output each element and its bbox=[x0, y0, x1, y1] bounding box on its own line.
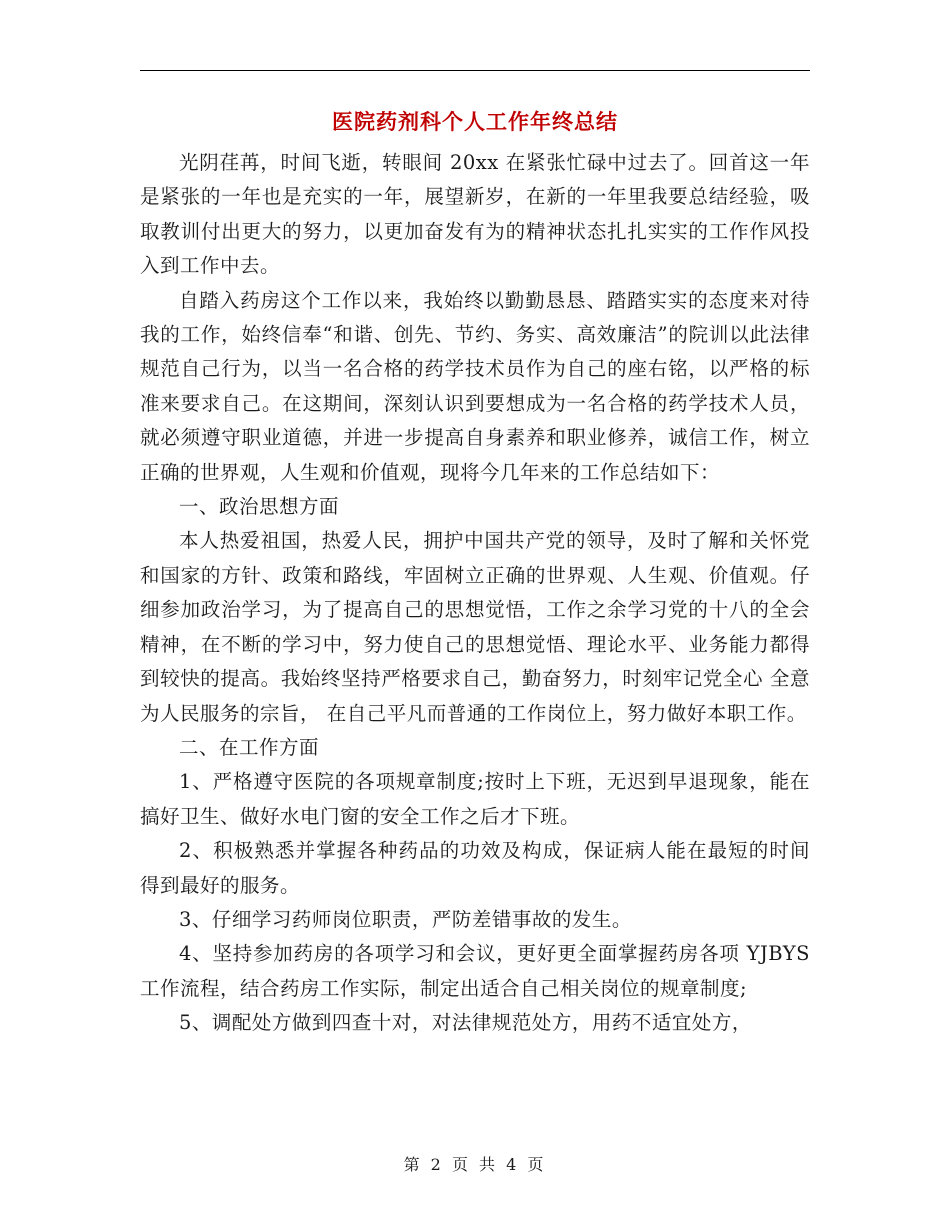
footer-suffix: 页 bbox=[527, 1155, 547, 1174]
list-item-2: 2、积极熟悉并掌握各种药品的功效及构成，保证病人能在最短的时间得到最好的服务。 bbox=[140, 839, 810, 897]
list-item-4: 4、坚持参加药房的各项学习和会议，更好更全面掌握药房各项 YJBYS 工作流程，结合药房工作实际，制定出适合自己相关岗位的规章制度; bbox=[140, 942, 810, 1000]
list-item-1: 1、严格遵守医院的各项规章制度;按时上下班，无迟到早退现象，能在搞好卫生、做好水电门窗的安全工作之后才下班。 bbox=[140, 770, 810, 828]
document-body bbox=[140, 146, 810, 1041]
footer-mid: 页 共 bbox=[451, 1155, 499, 1174]
footer-total-pages: 4 bbox=[506, 1155, 520, 1174]
paragraph-overview: 自踏入药房这个工作以来，我始终以勤勤恳恳、踏踏实实的态度来对待我的工作，始终信奉“和谐、创先、节约、务实、高效廉洁”的院训以此法律规范自己行为，以当一名合格的药学技术员作为自己的座右铭，以严格的标准来要求自己。在这期间，深刻认识到要想成为一名合格的药学技术人员，就必须遵守职业道德，并进一步提高自身素养和职业修养，诚信工作，树立正确的世界观，人生观和价值观，现将今几年来的工作总结如下： bbox=[140, 288, 810, 484]
page-footer bbox=[0, 1152, 950, 1175]
section-heading-work: 二、在工作方面 bbox=[179, 735, 320, 759]
paragraph-political: 本人热爱祖国，热爱人民，拥护中国共产党的领导，及时了解和关怀党和国家的方针、政策和路线，牢固树立正确的世界观、人生观、价值观。仔细参加政治学习，为了提高自己的思想觉悟，工作之余学习党的十八的全会精神，在不断的学习中，努力使自己的思想觉悟、理论水平、业务能力都得到较快的提高。我始终坚持严格要求自己，勤奋努力，时刻牢记党全心 全意为人民服务的宗旨， 在自己平凡而普通的工作岗位上，努力做好本职工作。 bbox=[140, 529, 810, 725]
footer-prefix: 第 bbox=[403, 1155, 423, 1174]
document-title: 医院药剂科个人工作年终总结 bbox=[332, 110, 618, 134]
list-item-5: 5、调配处方做到四查十对，对法律规范处方，用药不适宜处方， bbox=[179, 1011, 752, 1035]
section-heading-political: 一、政治思想方面 bbox=[179, 495, 340, 519]
paragraph-intro: 光阴荏苒，时间飞逝，转眼间 20xx 在紧张忙碌中过去了。回首这一年是紧张的一年也是充实的一年，展望新岁，在新的一年里我要总结经验，吸取教训付出更大的努力，以更加奋发有为的精神状态扎扎实实的工作作风投入到工作中去。 bbox=[140, 151, 810, 278]
list-item-3: 3、仔细学习药师岗位职责，严防差错事故的发生。 bbox=[179, 907, 632, 931]
header-rule bbox=[140, 70, 810, 71]
footer-current-page: 2 bbox=[430, 1155, 444, 1174]
